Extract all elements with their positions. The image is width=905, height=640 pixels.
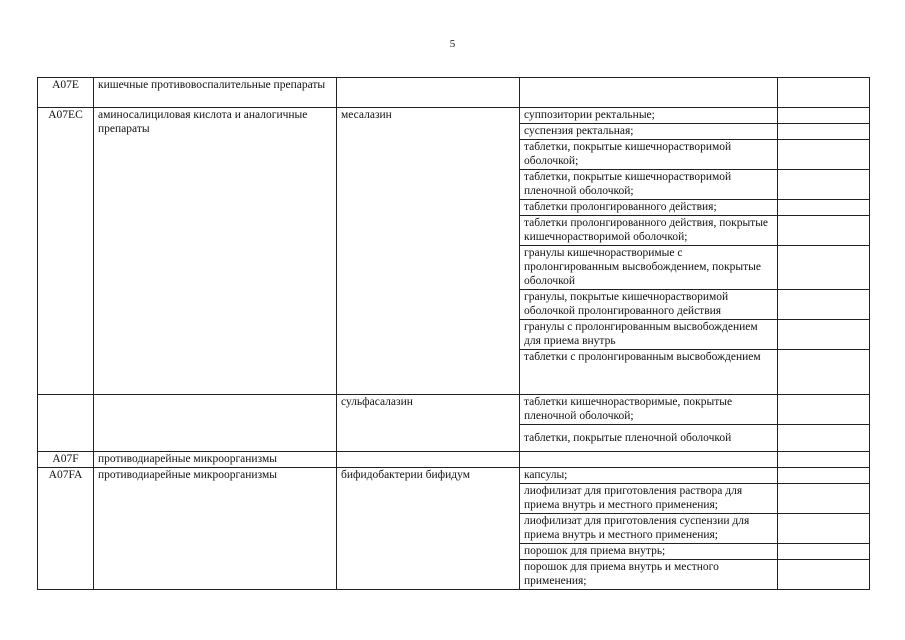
dosage-form-cell: капсулы; — [520, 468, 778, 484]
dosage-form-cell: лиофилизат для приготовления раствора для приема внутрь и местного применения; — [520, 484, 778, 514]
dosage-form-cell: суппозитории ректальные; — [520, 108, 778, 124]
drug-name-cell: месалазин — [337, 108, 520, 395]
atc-group-name-cell — [94, 395, 337, 452]
table-row — [38, 395, 870, 425]
atc-group-name-cell: противодиарейные микроорганизмы — [94, 452, 337, 468]
extra-cell — [778, 124, 870, 140]
dosage-form-cell: таблетки кишечнорастворимые, покрытые пленочной оболочкой; — [520, 395, 778, 425]
atc-group-name-cell: противодиарейные микроорганизмы — [94, 468, 337, 590]
extra-cell — [778, 452, 870, 468]
extra-cell — [778, 560, 870, 590]
dosage-form-cell: гранулы, покрытые кишечнорастворимой оболочкой пролонгированного действия — [520, 290, 778, 320]
dosage-form-cell: таблетки пролонгированного действия; — [520, 200, 778, 216]
extra-cell — [778, 425, 870, 452]
extra-cell — [778, 320, 870, 350]
extra-cell — [778, 350, 870, 395]
table-row — [38, 452, 870, 468]
drug-name-cell: бифидобактерии бифидум — [337, 468, 520, 590]
extra-cell — [778, 170, 870, 200]
dosage-form-cell: таблетки, покрытые кишечнорастворимой оболочкой; — [520, 140, 778, 170]
dosage-form-cell: таблетки, покрытые кишечнорастворимой пленочной оболочкой; — [520, 170, 778, 200]
page-number: 5 — [449, 38, 456, 50]
atc-code-cell: A07EC — [38, 108, 94, 395]
atc-code-cell: A07FA — [38, 468, 94, 590]
drug-name-cell — [337, 78, 520, 108]
atc-code-cell: A07E — [38, 78, 94, 108]
dosage-form-cell: гранулы с пролонгированным высвобождением для приема внутрь — [520, 320, 778, 350]
table-row — [38, 468, 870, 484]
extra-cell — [778, 108, 870, 124]
table-row — [38, 108, 870, 124]
dosage-form-cell: порошок для приема внутрь; — [520, 544, 778, 560]
extra-cell — [778, 484, 870, 514]
extra-cell — [778, 140, 870, 170]
dosage-form-cell: гранулы кишечнорастворимые с пролонгированным высвобождением, покрытые оболочкой — [520, 246, 778, 290]
dosage-form-cell: лиофилизат для приготовления суспензии для приема внутрь и местного применения; — [520, 514, 778, 544]
dosage-form-cell: таблетки, покрытые пленочной оболочкой — [520, 425, 778, 452]
table-row — [38, 78, 870, 108]
extra-cell — [778, 395, 870, 425]
atc-code-cell — [38, 395, 94, 452]
extra-cell — [778, 544, 870, 560]
drug-name-cell — [337, 452, 520, 468]
drug-classification-table — [37, 77, 870, 590]
extra-cell — [778, 290, 870, 320]
extra-cell — [778, 514, 870, 544]
atc-group-name-cell: кишечные противовоспалительные препараты — [94, 78, 337, 108]
drug-name-cell: сульфасалазин — [337, 395, 520, 452]
dosage-form-cell — [520, 452, 778, 468]
dosage-form-cell: суспензия ректальная; — [520, 124, 778, 140]
extra-cell — [778, 78, 870, 108]
extra-cell — [778, 246, 870, 290]
dosage-form-cell — [520, 78, 778, 108]
dosage-form-cell: таблетки пролонгированного действия, покрытые кишечнорастворимой оболочкой; — [520, 216, 778, 246]
dosage-form-cell: таблетки с пролонгированным высвобождением — [520, 350, 778, 395]
atc-code-cell: A07F — [38, 452, 94, 468]
atc-group-name-cell: аминосалициловая кислота и аналогичные препараты — [94, 108, 337, 395]
extra-cell — [778, 216, 870, 246]
extra-cell — [778, 468, 870, 484]
dosage-form-cell: порошок для приема внутрь и местного применения; — [520, 560, 778, 590]
extra-cell — [778, 200, 870, 216]
